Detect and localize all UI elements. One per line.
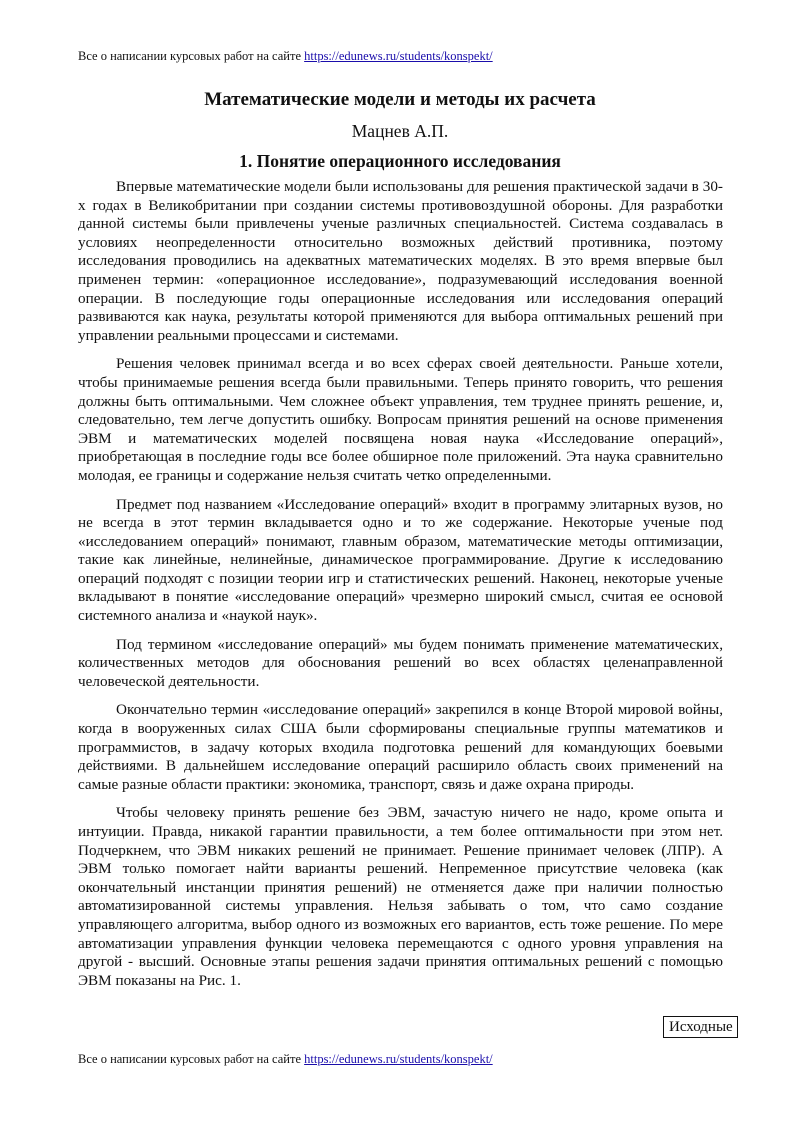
document-author: Мацнев А.П. bbox=[351, 121, 449, 141]
paragraph: Решения человек принимал всегда и во всех сферах своей деятельности. Раньше хотели, чтобы принимаемые решения всегда были правильными. Теперь принято говорить, что решения должны быть оптимальными. Чем сложнее объект управления, тем труднее принять решение, и, следовательно, тем легче допустить ошибку. Вопросам принятия решений на основе применения ЭВМ и математических моделей посвящена новая наука «Исследование операций», приобретающая в последние годы все более обширное поле приложений. Эта наука сравнительно молодая, ее границы и содержание нельзя считать четко определенными. bbox=[78, 355, 723, 484]
header-text: Все о написании курсовых работ на сайте bbox=[78, 49, 305, 63]
paragraph: Окончательно термин «исследование операций» закрепился в конце Второй мировой войны, когда в вооруженных силах США были сформированы специальные группы математиков и программистов, в задачу которых входила подготовка решений для командующих боевыми действиями. В дальнейшем исследование операций расширило область своих применений на самые разные области практики: экономика, транспорт, связь и даже охрана природы. bbox=[78, 701, 723, 793]
paragraph: Чтобы человеку принять решение без ЭВМ, зачастую ничего не надо, кроме опыта и интуиции. Правда, никакой гарантии правильности, а тем более оптимальности при этом нет. Подчеркнем, что ЭВМ никаких решений не принимает. Решение принимает человек (ЛПР). А ЭВМ только помогает найти варианты решений. Непременное присутствие человека (как окончательный инстанции принятия решений) не отменяется даже при наличии полностью автоматизированной системы управления. Нельзя забывать о том, что само создание управляющего алгоритма, выбор одного из возможных его вариантов, есть тоже решение. По мере автоматизации управления функции человека перемещаются с одного уровня управления на другой - высший. Основные этапы решения задачи принятия оптимальных решений с помощью ЭВМ показаны на Рис. 1. bbox=[78, 804, 723, 989]
footer-text: Все о написании курсовых работ на сайте bbox=[78, 1052, 305, 1066]
section-heading: 1. Понятие операционного исследования bbox=[239, 151, 561, 171]
paragraph: Предмет под названием «Исследование операций» входит в программу элитарных вузов, но не всегда в этот термин вкладывается одно и то же содержание. Некоторые ученые под «исследованием операций» понимают, главным образом, математические методы оптимизации, такие как линейные, нелинейные, динамическое программирование. Другие к исследованию операций подходят с позиции теории игр и статистических решений. Наконец, некоторые ученые вкладывают в понятие «исследование операций» чрезмерно широкий смысл, считая ее основой системного анализа и «наукой наук». bbox=[78, 495, 723, 625]
paragraph: Под термином «исследование операций» мы будем понимать применение математических, количественных методов для обоснования решений во всех областях целенаправленной человеческой деятельности. bbox=[78, 635, 723, 690]
document-body bbox=[78, 178, 723, 1000]
paragraph: Впервые математические модели были использованы для решения практической задачи в 30-х годах в Великобритании при создании системы противовоздушной обороны. Для разработки данной системы были привлечены ученые различных специальностей. Система создавалась в условиях неопределенности относительно возможных действий противника, поэтому исследования проводились на адекватных математических моделях. В это время впервые был применен термин: «операционное исследование», подразумевающий исследования военной операции. В последующие годы операционные исследования или исследования операций развиваются как наука, результаты которой применяются для выбора оптимальных решений при управлении реальными процессами и системами. bbox=[78, 178, 723, 344]
page-footer bbox=[78, 1051, 493, 1067]
header-link[interactable]: https://edunews.ru/students/konspekt/ bbox=[304, 49, 493, 63]
figure-box: Исходные bbox=[663, 1016, 738, 1038]
footer-link[interactable]: https://edunews.ru/students/konspekt/ bbox=[304, 1052, 493, 1066]
page-header bbox=[78, 48, 493, 64]
document-title: Математические модели и методы их расчета bbox=[204, 89, 596, 110]
